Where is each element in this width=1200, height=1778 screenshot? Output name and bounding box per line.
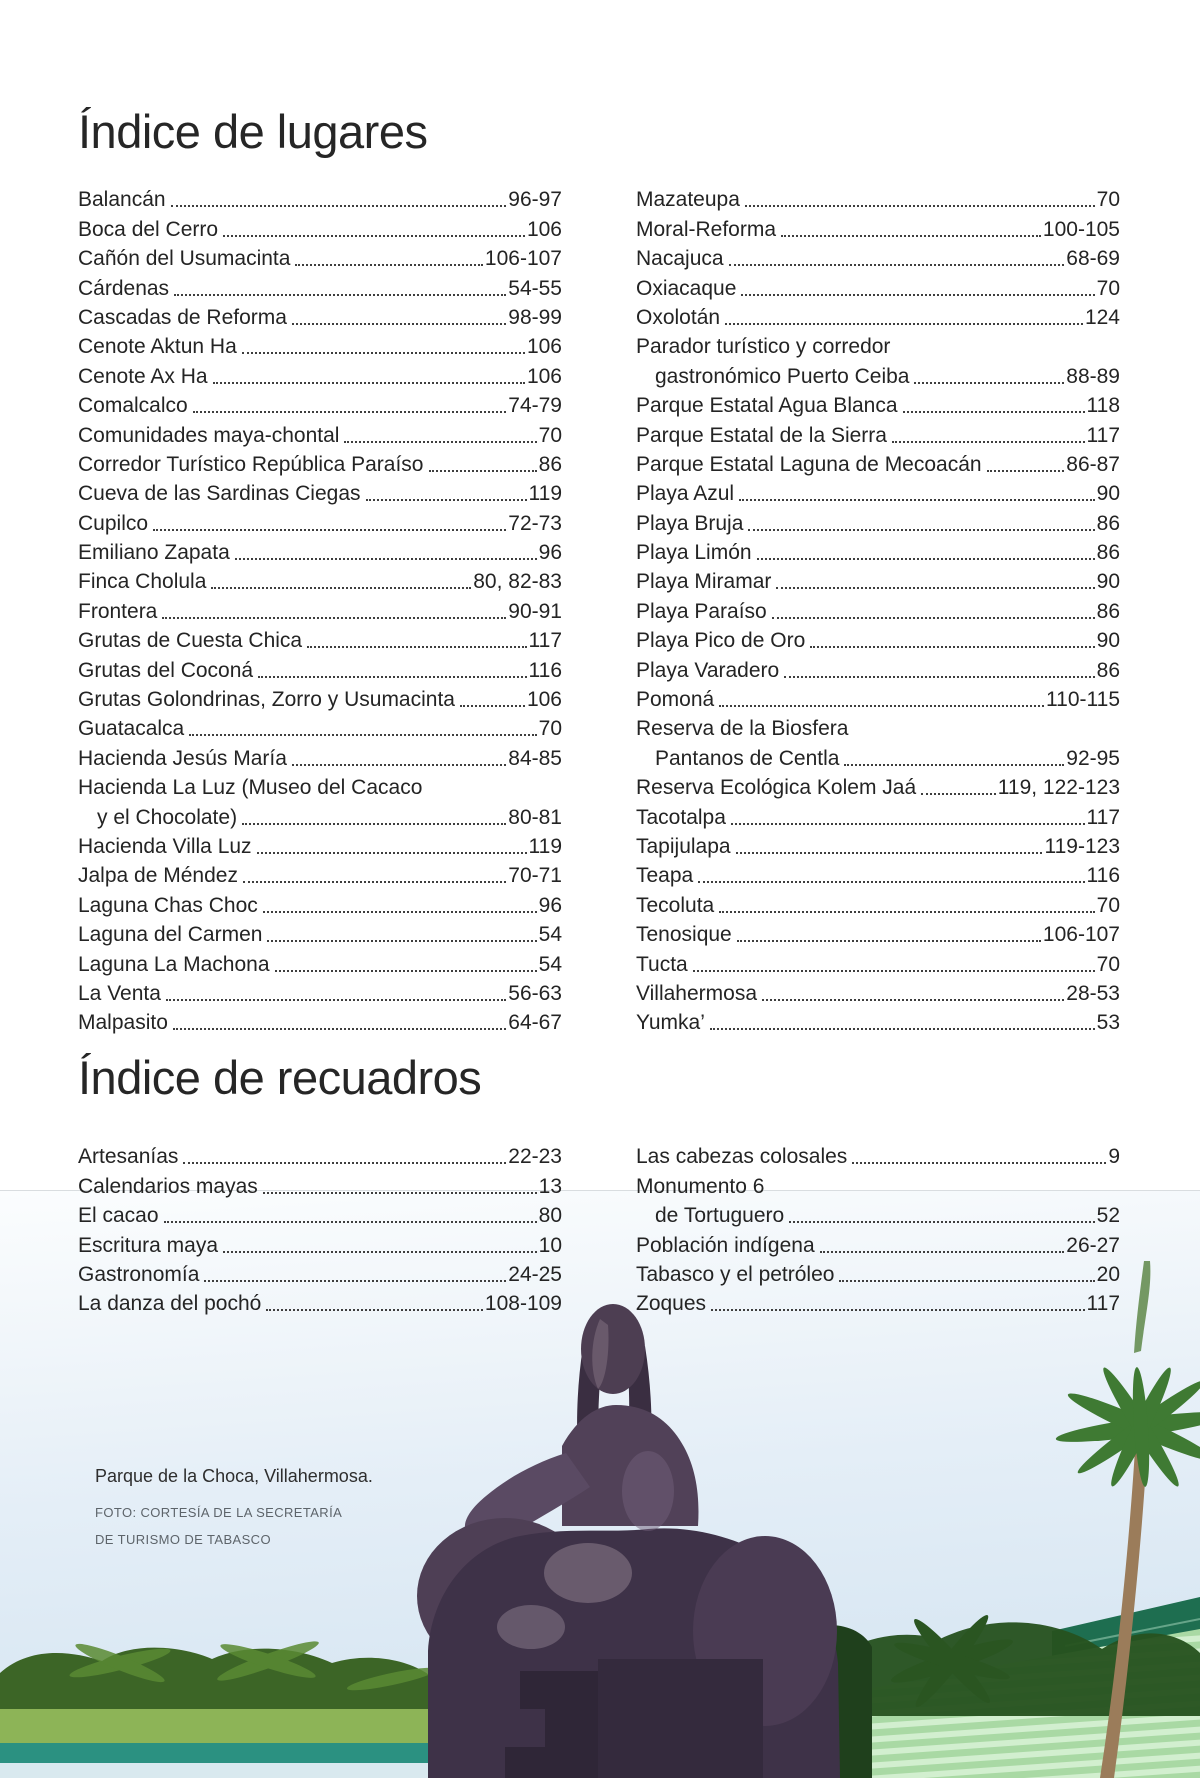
index-entry — [636, 418, 1120, 447]
index-entry — [78, 418, 562, 447]
index-entry — [78, 506, 562, 535]
entry-label: Pomoná — [636, 688, 715, 712]
index-entry — [636, 1169, 1120, 1198]
dot-leader — [781, 235, 1041, 237]
dot-leader — [711, 1309, 1084, 1311]
index-entry — [636, 212, 1120, 241]
entry-label: Tacotalpa — [636, 805, 726, 829]
entry-label-continuation: gastronómico Puerto Ceiba — [655, 364, 910, 388]
entry-label: Artesanías — [78, 1145, 179, 1169]
entry-label: Tabasco y el petróleo — [636, 1262, 835, 1286]
entry-page-number: 54 — [538, 923, 562, 947]
entry-page-number: 28-53 — [1066, 981, 1120, 1005]
entry-page-number: 80-81 — [508, 805, 562, 829]
index-entry — [78, 712, 562, 741]
index-entry — [78, 771, 562, 800]
entry-label: Nacajuca — [636, 247, 724, 271]
entry-page-number: 68-69 — [1066, 247, 1120, 271]
entry-label: Frontera — [78, 599, 158, 623]
dot-leader — [719, 705, 1044, 707]
index-entry — [78, 653, 562, 682]
index-entry — [636, 271, 1120, 300]
dot-leader — [153, 529, 506, 531]
entry-page-number: 98-99 — [508, 305, 562, 329]
index-entry — [78, 212, 562, 241]
entry-label: Parador turístico y corredor — [636, 335, 891, 359]
entry-page-number: 88-89 — [1066, 364, 1120, 388]
dot-leader — [757, 558, 1095, 560]
dot-leader — [263, 1192, 537, 1194]
entry-page-number: 86 — [1096, 511, 1120, 535]
entry-label-continuation: y el Chocolate) — [97, 805, 238, 829]
entry-label: Grutas Golondrinas, Zorro y Usumacinta — [78, 688, 455, 712]
entry-page-number: 70 — [1096, 188, 1120, 212]
entry-page-number: 80, 82-83 — [473, 570, 562, 594]
entry-label: Hacienda Villa Luz — [78, 834, 252, 858]
entry-label: Cañón del Usumacinta — [78, 247, 291, 271]
entry-label: Grutas de Cuesta Chica — [78, 629, 303, 653]
index-recuadros — [78, 1140, 1120, 1316]
entry-label: Playa Miramar — [636, 570, 772, 594]
index-entry — [636, 1228, 1120, 1257]
entry-label: Monumento 6 — [636, 1174, 765, 1198]
entry-label: Cenote Ax Ha — [78, 364, 208, 388]
index-entry — [78, 859, 562, 888]
page-title-indice-de-lugares: Índice de lugares — [78, 105, 428, 158]
dot-leader — [903, 411, 1085, 413]
dot-leader — [914, 382, 1064, 384]
index-entry — [636, 242, 1120, 271]
entry-page-number: 70-71 — [508, 864, 562, 888]
dot-leader — [211, 587, 471, 589]
entry-page-number: 56-63 — [508, 981, 562, 1005]
entry-page-number: 9 — [1108, 1145, 1120, 1169]
dot-leader — [710, 1028, 1095, 1030]
entry-label: Laguna Chas Choc — [78, 893, 258, 917]
entry-page-number: 106 — [526, 688, 562, 712]
dot-leader — [844, 764, 1064, 766]
entry-label: Playa Azul — [636, 482, 735, 506]
entry-label: Laguna La Machona — [78, 952, 270, 976]
dot-leader — [243, 881, 506, 883]
entry-page-number: 96 — [538, 541, 562, 565]
entry-label-continuation: de Tortuguero — [655, 1204, 785, 1228]
index-entry — [78, 183, 562, 212]
dot-leader — [242, 352, 525, 354]
dot-leader — [204, 1280, 506, 1282]
entry-page-number: 116 — [1086, 864, 1120, 888]
page-title-indice-de-recuadros: Índice de recuadros — [78, 1051, 482, 1104]
entry-page-number: 53 — [1096, 1011, 1120, 1035]
dot-leader — [344, 441, 536, 443]
index-lugares — [78, 183, 1120, 1035]
index-entry — [636, 183, 1120, 212]
entry-label: Comalcalco — [78, 394, 188, 418]
dot-leader — [242, 823, 506, 825]
entry-label: Playa Limón — [636, 541, 752, 565]
entry-page-number: 119 — [528, 834, 562, 858]
dot-leader — [719, 911, 1094, 913]
index-entry — [636, 1287, 1120, 1316]
entry-page-number: 106 — [526, 364, 562, 388]
entry-label: Oxolotán — [636, 305, 721, 329]
entry-label: Población indígena — [636, 1233, 815, 1257]
dot-leader — [693, 970, 1095, 972]
index-entry — [636, 888, 1120, 917]
index-entry — [78, 594, 562, 623]
dot-leader — [162, 617, 506, 619]
index-entry — [78, 977, 562, 1006]
dot-leader — [275, 970, 537, 972]
entry-page-number: 118 — [1086, 394, 1120, 418]
entry-page-number: 119, 122-123 — [997, 776, 1120, 800]
index-entry — [78, 271, 562, 300]
index-entry — [78, 1258, 562, 1287]
index-entry — [636, 1258, 1120, 1287]
index-entry — [636, 1199, 1120, 1228]
index-lugares-right-column — [636, 183, 1120, 1035]
dot-leader — [789, 1221, 1094, 1223]
entry-page-number: 110-115 — [1046, 688, 1120, 712]
index-entry — [78, 359, 562, 388]
dot-leader — [223, 235, 525, 237]
index-entry — [636, 771, 1120, 800]
index-entry — [78, 1199, 562, 1228]
entry-page-number: 96 — [538, 893, 562, 917]
index-entry — [636, 448, 1120, 477]
entry-label: Malpasito — [78, 1011, 168, 1035]
entry-page-number: 80 — [538, 1204, 562, 1228]
entry-page-number: 24-25 — [508, 1262, 562, 1286]
photo-credit-line1: FOTO: CORTESÍA DE LA SECRETARÍA — [95, 1505, 343, 1520]
entry-page-number: 54 — [538, 952, 562, 976]
entry-label: Playa Varadero — [636, 658, 780, 682]
dot-leader — [223, 1251, 537, 1253]
index-entry — [636, 477, 1120, 506]
dot-leader — [235, 558, 537, 560]
entry-page-number: 90 — [1096, 482, 1120, 506]
entry-page-number: 20 — [1096, 1262, 1120, 1286]
index-entry — [78, 741, 562, 770]
dot-leader — [266, 1309, 483, 1311]
index-entry — [636, 741, 1120, 770]
index-recuadros-right-column — [636, 1140, 1120, 1316]
entry-label: Calendarios mayas — [78, 1174, 258, 1198]
dot-leader — [267, 940, 536, 942]
entry-label: Corredor Turístico República Paraíso — [78, 452, 424, 476]
entry-page-number: 116 — [528, 658, 562, 682]
index-entry — [636, 594, 1120, 623]
dot-leader — [183, 1162, 506, 1164]
entry-label: Oxiacaque — [636, 276, 737, 300]
dot-leader — [839, 1280, 1094, 1282]
entry-page-number: 92-95 — [1066, 746, 1120, 770]
index-entry — [78, 301, 562, 330]
index-entry — [78, 1287, 562, 1316]
index-entry — [636, 830, 1120, 859]
index-entry — [78, 1169, 562, 1198]
dot-leader — [257, 852, 527, 854]
index-entry — [78, 389, 562, 418]
entry-page-number: 117 — [1086, 805, 1120, 829]
entry-page-number: 96-97 — [508, 188, 562, 212]
dot-leader — [173, 1028, 506, 1030]
entry-label: Finca Cholula — [78, 570, 207, 594]
entry-label: Cupilco — [78, 511, 149, 535]
dot-leader — [174, 294, 506, 296]
entry-page-number: 108-109 — [484, 1292, 562, 1316]
index-entry — [636, 536, 1120, 565]
index-entry — [78, 1140, 562, 1169]
index-lugares-left-column — [78, 183, 562, 1035]
index-entry — [78, 918, 562, 947]
dot-leader — [166, 999, 506, 1001]
dot-leader — [213, 382, 525, 384]
entry-label: Grutas del Coconá — [78, 658, 254, 682]
entry-page-number: 54-55 — [508, 276, 562, 300]
dot-leader — [748, 529, 1094, 531]
index-entry — [78, 242, 562, 271]
photo-caption-block — [95, 1466, 373, 1554]
index-entry — [636, 389, 1120, 418]
index-entry — [78, 888, 562, 917]
entry-label: Tecoluta — [636, 893, 715, 917]
dot-leader — [263, 911, 537, 913]
entry-page-number: 106 — [526, 335, 562, 359]
dot-leader — [171, 205, 507, 207]
dot-leader — [698, 881, 1084, 883]
entry-label: Hacienda Jesús María — [78, 746, 287, 770]
entry-page-number: 117 — [528, 629, 562, 653]
dot-leader — [729, 264, 1065, 266]
statue — [417, 1304, 840, 1778]
dot-leader — [762, 999, 1064, 1001]
entry-page-number: 86 — [1096, 541, 1120, 565]
entry-label: El cacao — [78, 1204, 159, 1228]
entry-page-number: 70 — [538, 717, 562, 741]
entry-label: Cueva de las Sardinas Ciegas — [78, 482, 361, 506]
entry-label: Cascadas de Reforma — [78, 305, 287, 329]
entry-label: Teapa — [636, 864, 694, 888]
entry-label: Las cabezas colosales — [636, 1145, 848, 1169]
index-entry — [636, 683, 1120, 712]
index-entry — [636, 653, 1120, 682]
entry-label: Playa Paraíso — [636, 599, 767, 623]
entry-page-number: 117 — [1086, 423, 1120, 447]
index-entry — [636, 859, 1120, 888]
entry-page-number: 106 — [526, 217, 562, 241]
entry-label: Yumka’ — [636, 1011, 705, 1035]
index-entry — [636, 947, 1120, 976]
index-entry — [78, 565, 562, 594]
entry-page-number: 86-87 — [1066, 452, 1120, 476]
entry-label: Cenote Aktun Ha — [78, 335, 237, 359]
entry-page-number: 90 — [1096, 570, 1120, 594]
entry-label: Boca del Cerro — [78, 217, 219, 241]
entry-label: Zoques — [636, 1292, 707, 1316]
entry-label: Escritura maya — [78, 1233, 219, 1257]
entry-page-number: 106-107 — [1042, 923, 1120, 947]
entry-page-number: 119 — [528, 482, 562, 506]
index-entry — [78, 830, 562, 859]
entry-label: Villahermosa — [636, 981, 758, 1005]
dot-leader — [731, 823, 1085, 825]
index-entry — [78, 683, 562, 712]
entry-page-number: 72-73 — [508, 511, 562, 535]
index-entry — [78, 624, 562, 653]
dot-leader — [189, 734, 536, 736]
entry-page-number: 90-91 — [508, 599, 562, 623]
entry-label: Laguna del Carmen — [78, 923, 263, 947]
entry-page-number: 86 — [1096, 599, 1120, 623]
entry-label: Tucta — [636, 952, 688, 976]
index-entry — [636, 330, 1120, 359]
entry-label: Cárdenas — [78, 276, 170, 300]
index-entry — [78, 477, 562, 506]
entry-label: Tenosique — [636, 923, 732, 947]
entry-page-number: 70 — [1096, 893, 1120, 917]
dot-leader — [736, 852, 1043, 854]
entry-label: Parque Estatal de la Sierra — [636, 423, 887, 447]
dot-leader — [776, 587, 1094, 589]
dot-leader — [921, 793, 996, 795]
dot-leader — [745, 205, 1095, 207]
photo-caption: Parque de la Choca, Villahermosa. — [95, 1466, 373, 1486]
entry-label: Jalpa de Méndez — [78, 864, 238, 888]
entry-page-number: 86 — [1096, 658, 1120, 682]
dot-leader — [429, 470, 537, 472]
dot-leader — [295, 264, 482, 266]
entry-label: Mazateupa — [636, 188, 740, 212]
entry-page-number: 100-105 — [1042, 217, 1120, 241]
index-entry — [636, 624, 1120, 653]
entry-page-number: 70 — [538, 423, 562, 447]
teal-rail — [0, 1743, 468, 1765]
dot-leader — [307, 646, 526, 648]
entry-page-number: 74-79 — [508, 394, 562, 418]
index-entry — [636, 712, 1120, 741]
dot-leader — [164, 1221, 537, 1223]
entry-page-number: 10 — [538, 1233, 562, 1257]
photo-credit-line2: DE TURISMO DE TABASCO — [95, 1532, 271, 1548]
dot-leader — [460, 705, 525, 707]
index-entry — [636, 918, 1120, 947]
entry-page-number: 117 — [1086, 1292, 1120, 1316]
index-entry — [636, 301, 1120, 330]
entry-label: Parque Estatal Laguna de Mecoacán — [636, 452, 982, 476]
entry-page-number: 22-23 — [508, 1145, 562, 1169]
entry-page-number: 84-85 — [508, 746, 562, 770]
entry-page-number: 64-67 — [508, 1011, 562, 1035]
index-entry — [78, 947, 562, 976]
dot-leader — [741, 294, 1094, 296]
index-entry — [78, 800, 562, 829]
entry-label: Emiliano Zapata — [78, 541, 230, 565]
entry-label: Tapijulapa — [636, 834, 731, 858]
entry-page-number: 90 — [1096, 629, 1120, 653]
index-entry — [636, 565, 1120, 594]
entry-label: Balancán — [78, 188, 166, 212]
dot-leader — [820, 1251, 1065, 1253]
dot-leader — [737, 940, 1041, 942]
dot-leader — [892, 441, 1085, 443]
entry-page-number: 124 — [1084, 305, 1120, 329]
dot-leader — [258, 676, 526, 678]
entry-label: Reserva de la Biosfera — [636, 717, 849, 741]
dot-leader — [810, 646, 1094, 648]
dot-leader — [193, 411, 507, 413]
entry-label: Hacienda La Luz (Museo del Cacaco — [78, 776, 423, 800]
index-entry — [636, 1140, 1120, 1169]
dot-leader — [852, 1162, 1106, 1164]
entry-page-number: 119-123 — [1044, 834, 1120, 858]
entry-label: Parque Estatal Agua Blanca — [636, 394, 898, 418]
dot-leader — [784, 676, 1094, 678]
index-entry — [636, 1006, 1120, 1035]
dot-leader — [292, 323, 506, 325]
pale-ground — [0, 1763, 468, 1778]
entry-label: La danza del pochó — [78, 1292, 262, 1316]
index-entry — [636, 977, 1120, 1006]
dot-leader — [725, 323, 1083, 325]
index-entry — [636, 359, 1120, 388]
entry-label: Comunidades maya-chontal — [78, 423, 340, 447]
entry-label: Playa Bruja — [636, 511, 744, 535]
dot-leader — [739, 499, 1095, 501]
entry-page-number: 70 — [1096, 276, 1120, 300]
index-entry — [78, 1228, 562, 1257]
entry-label: Gastronomía — [78, 1262, 200, 1286]
entry-label: Playa Pico de Oro — [636, 629, 806, 653]
dot-leader — [987, 470, 1065, 472]
entry-page-number: 86 — [538, 452, 562, 476]
entry-page-number: 26-27 — [1066, 1233, 1120, 1257]
entry-page-number: 70 — [1096, 952, 1120, 976]
dot-leader — [366, 499, 527, 501]
entry-page-number: 52 — [1096, 1204, 1120, 1228]
entry-page-number: 13 — [538, 1174, 562, 1198]
index-entry — [636, 506, 1120, 535]
dot-leader — [292, 764, 506, 766]
entry-label: Guatacalca — [78, 717, 185, 741]
entry-label: Moral-Reforma — [636, 217, 777, 241]
index-entry — [78, 1006, 562, 1035]
index-entry — [636, 800, 1120, 829]
entry-label: La Venta — [78, 981, 161, 1005]
index-entry — [78, 536, 562, 565]
index-entry — [78, 330, 562, 359]
index-entry — [78, 448, 562, 477]
entry-label-continuation: Pantanos de Centla — [655, 746, 840, 770]
dot-leader — [772, 617, 1095, 619]
entry-page-number: 106-107 — [484, 247, 562, 271]
index-recuadros-left-column — [78, 1140, 562, 1316]
entry-label: Reserva Ecológica Kolem Jaá — [636, 776, 917, 800]
